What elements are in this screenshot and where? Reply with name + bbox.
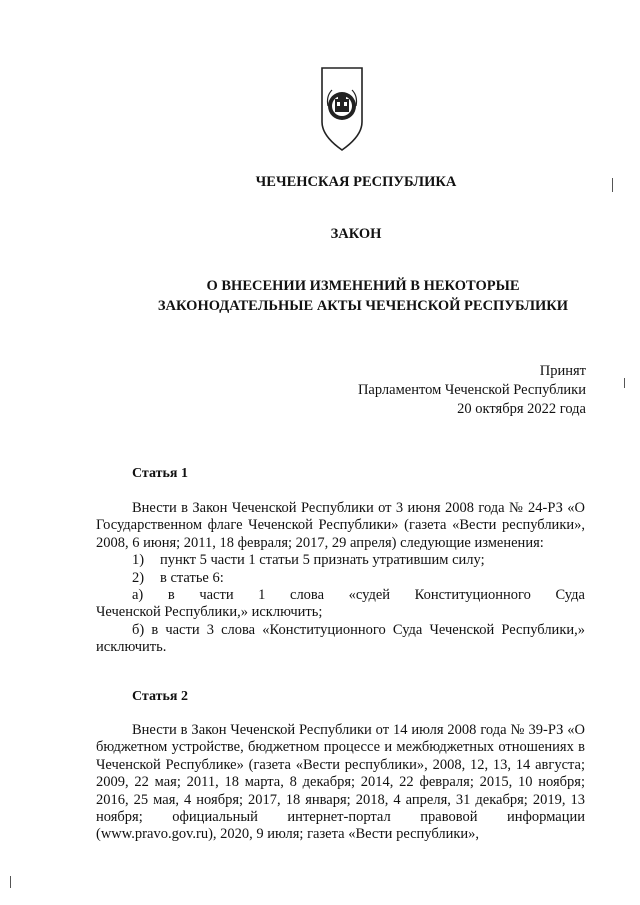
scan-mark: [10, 876, 11, 888]
item-text: в статье 6:: [160, 569, 224, 586]
republic-heading: ЧЕЧЕНСКАЯ РЕСПУБЛИКА: [255, 174, 457, 190]
item-number: 1): [132, 552, 145, 569]
sub-item-a-continuation: Чеченской Республики,» исключить;: [96, 604, 323, 621]
article-1-heading: Статья 1: [132, 466, 188, 481]
word: Конституционного: [414, 587, 531, 603]
adoption-block: [358, 362, 586, 419]
word: в: [167, 587, 175, 603]
list-item: [96, 552, 585, 569]
word: части: [199, 587, 234, 603]
word: 1: [258, 587, 266, 603]
word: Суда: [555, 587, 585, 603]
word: «судей: [348, 587, 391, 603]
article-2-heading: Статья 2: [132, 689, 188, 704]
sub-item-a-line: [96, 587, 585, 604]
item-text: пункт 5 части 1 статьи 5 признать утратившим силу;: [160, 552, 485, 569]
law-heading: ЗАКОН: [330, 226, 382, 242]
adoption-date: 20 октября 2022 года: [457, 401, 586, 417]
law-title-line: О ВНЕСЕНИИ ИЗМЕНЕНИЙ В НЕКОТОРЫЕ: [206, 278, 520, 294]
word: слова: [290, 587, 325, 603]
word: а): [132, 587, 144, 603]
adoption-line: Принят: [539, 363, 586, 379]
article-2-body: [96, 722, 585, 844]
article-1-intro: Внести в Закон Чеченской Республики от 3 июня 2008 года № 24-РЗ «О Государственном флаге Чеченской Республики» (газета «Вести республики», 2008, 6 июня; 2011, 18 февраля; 2017, 29 апреля) следующие изменения:: [96, 500, 585, 551]
item-number: 2): [132, 569, 145, 586]
list-item: [96, 570, 585, 587]
adoption-line: Парламентом Чеченской Республики: [357, 382, 586, 398]
scan-mark: [624, 378, 625, 388]
law-title: [110, 276, 616, 316]
article-2-text: Внести в Закон Чеченской Республики от 14 июля 2008 года № 39-РЗ «О бюджетном устройстве, бюджетном процессе и межбюджетных отношениях в Чеченской Республике» (газета «Вести республики», 2008, 12, 13, 14 августа; 2009, 22 мая; 2011, 18 марта, 8 декабря; 2014, 22 февраля; 2015, 10 ноября; 2016, 25 мая, 4 ноября; 2017, 18 января; 2018, 4 апреля, 31 декабря; 2019, 13 ноября; официальный интернет-портал правовой информации (www.pravo.gov.ru), 2020, 9 июля; газета «Вести республики»,: [96, 722, 585, 843]
law-title-line: ЗАКОНОДАТЕЛЬНЫЕ АКТЫ ЧЕЧЕНСКОЙ РЕСПУБЛИКИ: [157, 298, 569, 314]
sub-item-b: б) в части 3 слова «Конституционного Суда Чеченской Республики,» исключить.: [96, 621, 585, 656]
coat-of-arms-emblem: [318, 66, 366, 152]
article-1-body: [96, 500, 585, 657]
scan-mark: [612, 178, 613, 192]
